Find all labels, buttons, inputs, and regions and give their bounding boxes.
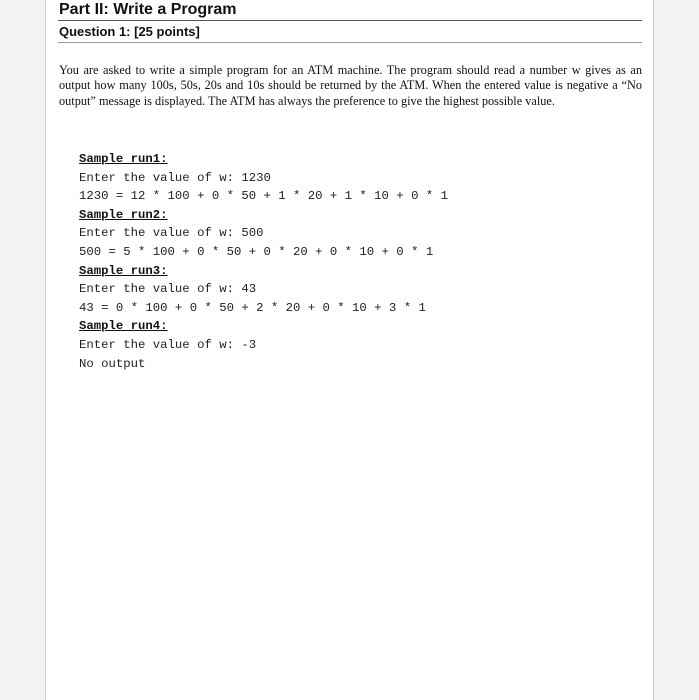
sample-run-label: Sample run1: [79, 152, 168, 166]
sample-output-line: 1230 = 12 * 100 + 0 * 50 + 1 * 20 + 1 * 10 + 0 * 1 [79, 189, 448, 204]
sample-input-line: Enter the value of w: -3 [79, 337, 257, 352]
sample-run-label: Sample run3: [79, 263, 168, 278]
title-divider [58, 20, 642, 21]
sample-input-line: Enter the value of w: 500 [79, 226, 264, 241]
question-title: Question 1: [25 points] [59, 24, 200, 39]
sample-input-line: Enter the value of w: 1230 [79, 170, 271, 185]
part-title: Part II: Write a Program [59, 1, 237, 18]
sample-run-label: Sample run2: [79, 207, 168, 222]
sample-output-line: No output [79, 356, 146, 371]
sample-input-line: Enter the value of w: 43 [79, 282, 257, 297]
sample-run-label: Sample run4: [79, 319, 168, 334]
question-prompt: You are asked to write a simple program for an ATM machine. The program should read a number w gives as an output how many 100s, 50s, 20s and 10s should be returned by the ATM. When the entered value is negative a “No output” message is displayed. The ATM has always the preference to give the highest possible value. [59, 63, 642, 108]
sample-runs [79, 150, 448, 373]
sample-output-line: 500 = 5 * 100 + 0 * 50 + 0 * 20 + 0 * 10 + 0 * 1 [79, 244, 434, 259]
document-page [45, 0, 654, 700]
sample-output-line: 43 = 0 * 100 + 0 * 50 + 2 * 20 + 0 * 10 + 3 * 1 [79, 300, 426, 315]
question-divider [58, 42, 642, 43]
